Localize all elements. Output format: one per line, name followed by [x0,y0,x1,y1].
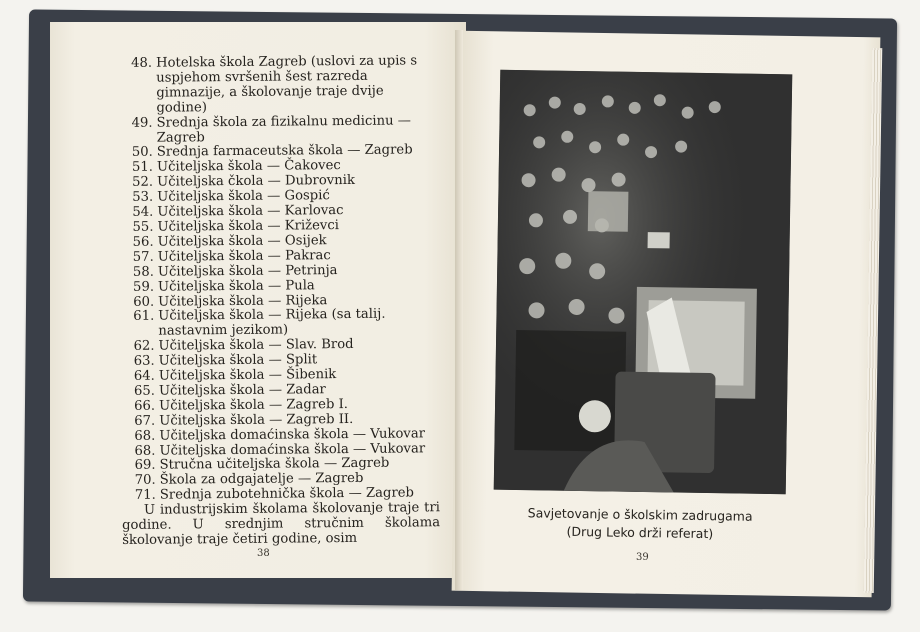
list-item: 66. Učiteljska škola — Zagreb I. [133,396,349,414]
list-item: 51. Učiteljska škola — Čakovec [131,158,341,176]
list-item: 68. Učiteljska domaćinska škola — Vukovar [134,425,426,444]
list-item: 57. Učiteljska škola — Pakrac [132,247,331,265]
page-number-right: 39 [636,552,649,563]
list-item: 55. Učiteljska škola — Križevci [132,218,340,235]
list-item: 68. Učiteljska domaćinska škola — Vukovar [134,440,426,459]
body-paragraph: U industrijskim školama školovanje traje tri godine. U srednjim stručnim školama školovanje traje četiri godine, osim [122,500,441,548]
list-item: 71. Srednja zubotehnička škola — Zagreb [134,485,415,504]
list-item: 60. Učiteljska škola — Rijeka [133,292,328,310]
list-item: 63. Učiteljska škola — Split [133,352,318,369]
meeting-photo-image [494,70,793,495]
school-list [118,54,440,549]
list-item: 67. Učiteljska škola — Zagreb II. [134,411,354,429]
list-item: 50. Srednja farmaceutska škola — Zagreb [131,142,413,161]
page-number-left: 38 [257,548,270,559]
list-item: 53. Učiteljska škola — Gospić [132,188,330,206]
meeting-photo [494,70,793,495]
book-gutter [455,30,463,590]
list-item: 56. Učiteljska škola — Osijek [132,233,327,250]
photo-caption [520,504,761,544]
list-item: 69. Stručna učiteljska škola — Zagreb [134,456,390,474]
list-item: 49. Srednja škola za fizikalnu medicinu — Zagreb [131,113,411,146]
list-item: 64. Učiteljska škola — Šibenik [133,367,337,384]
list-item: 70. Škola za odgajatelje — Zagreb [134,471,364,489]
caption-line-2: (Drug Leko drži referat) [566,523,714,542]
list-item: 65. Učiteljska škola — Zadar [133,382,326,399]
list-item: 52. Učiteljska čkola — Dubrovnik [132,173,355,191]
list-item: 61. Učiteljska škola — Rijeka (sa talij. nastavnim jezikom) [133,307,386,339]
caption-line-1: Savjetovanje o školskim zadrugama [527,505,753,524]
list-item: 54. Učiteljska škola — Karlovac [132,203,344,220]
list-item: 58. Učiteljska škola — Petrinja [132,262,338,280]
list-item: 62. Učiteljska škola — Slav. Brod [133,337,354,355]
list-item: 48. Hotelska škola Zagreb (uslovi za upis s uspjehom svršenih šest razreda gimnazije, a školovanje traje dvije godine) [131,53,418,116]
list-item: 59. Učiteljska škola — Pula [132,277,315,295]
